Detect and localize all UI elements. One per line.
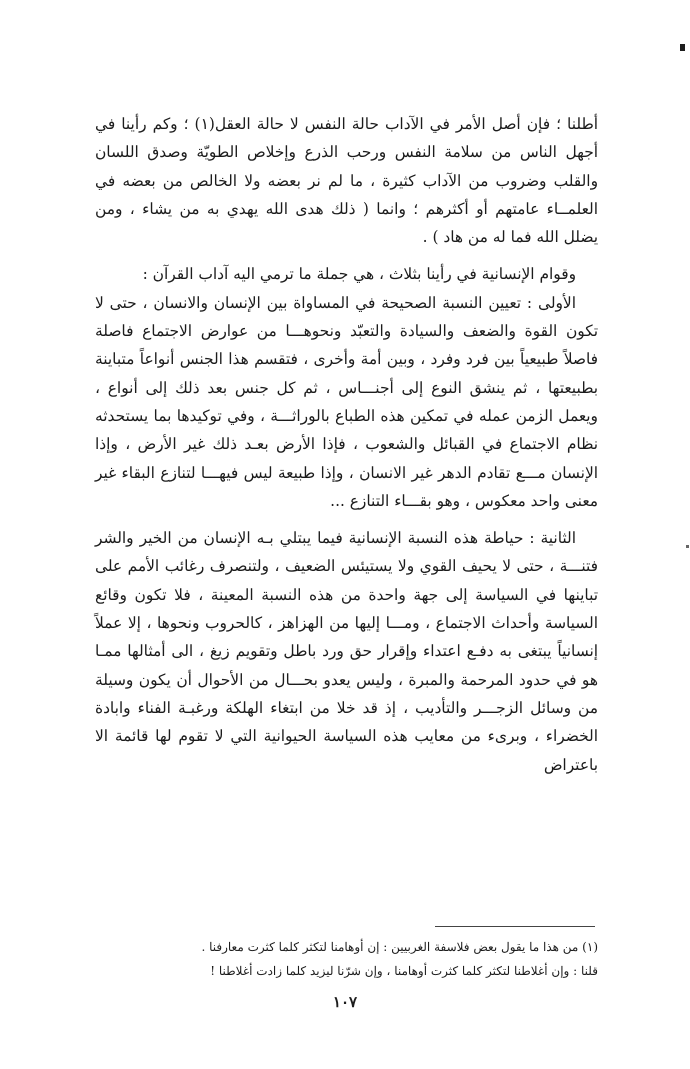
footnote-line-2: قلنا : وإن أغلاطنا لتكثر كلما كثرت أوهامنا ، وإن شرّنا ليزيد كلما زادت أغلاطنا ! [210,964,598,978]
paragraph-3: الأولى : تعيين النسبة الصحيحة في المساواة بين الإنسان والانسان ، حتى لا تكون القوة والضعف والسيادة والتعبّد ونحوهـــا من عوارض الاجتماع فاصلة فاصلاً طبيعياً بين فرد وفرد ، وبين أمة وأخرى ، فتقسم هذا الجنس أنواعاً متباينة بطبيعتها ، ثم ينشق النوع إلى أجنـــاس ، ثم كل جنس بعد ذلك إلى أنواع ، ويعمل الزمن عمله في تمكين هذه الطباع بالوراثـــة ، وفي توكيدها بما يستحدثه نظام الاجتماع في القبائل والشعوب ، فإذا الأرض بعـد ذلك غير الأرض ، وإذا الإنسان مـــع تقادم الدهر غير الانسان ، وإذا طبيعة ليس فيهـــا لتنازع البقاء غير معنى واحد معكوس ، وهو بقـــاء التنازع ... [95,293,598,510]
footnote-separator [435,926,595,927]
margin-speck [686,545,689,548]
footnotes [100,935,598,983]
footnote-line-1: (١) من هذا ما يقول بعض فلاسفة الغربيين : إن أوهامنا لتكثر كلما كثرت معارفنا . [201,940,598,954]
page-number: ١٠٧ [332,993,358,1011]
paragraph-1: أطلنا ؛ فإن أصل الأمر في الآداب حالة النفس لا حالة العقل(١) ؛ وكم رأينا في أجهل الناس من سلامة النفس ورحب الذرع وإخلاص الطويّة وصدق اللسان والقلب وضروب من الآداب كثيرة ، ما لم نر بعضه ولا الخالص من بعضه في العلمــاء عامتهم أو أكثرهم ؛ وانما ( ذلك هدى الله يهدي به من يشاء ، ومن يضلل الله فما له من هاد ) . [95,115,598,247]
paragraph-4: الثانية : حياطة هذه النسبة الإنسانية فيما يبتلي بـه الإنسان من الخير والشر فتنـــة ، حتى لا يحيف القوي ولا يستيئس الضعيف ، ولتنصرف رغائب الأمم على تباينها في السياسة إلى جهة واحدة من هذه النسبة المعينة ، فلا تكون وقائع السياسة وأحداث الاجتماع ، ومـــا إليها من الهزاهز ، كالحروب ونحوها ، إلا عملاً إنسانياً يبتغى به دفـع اعتداء وإقرار حق ورد باطل وتقويم زيغ ، الى أمثالها ممـا هو في حدود المرحمة والمبرة ، وليس يعدو بحـــال من الأحوال أن يكون وسيلة من وسائل الزجـــر والتأديب ، إذ قد خلا من ابتغاء الهلكة ورغبـة الفناء وابادة الخضراء ، وبرىء من معايب هذه السياسة الحيوانية التي لا تقوم لها قائمة الا باعتراض [95,529,598,774]
margin-mark [680,44,685,51]
paragraph-2: وقوام الإنسانية في رأينا بثلاث ، هي جملة ما ترمي اليه آداب القرآن : [142,265,576,284]
main-text [95,110,598,779]
